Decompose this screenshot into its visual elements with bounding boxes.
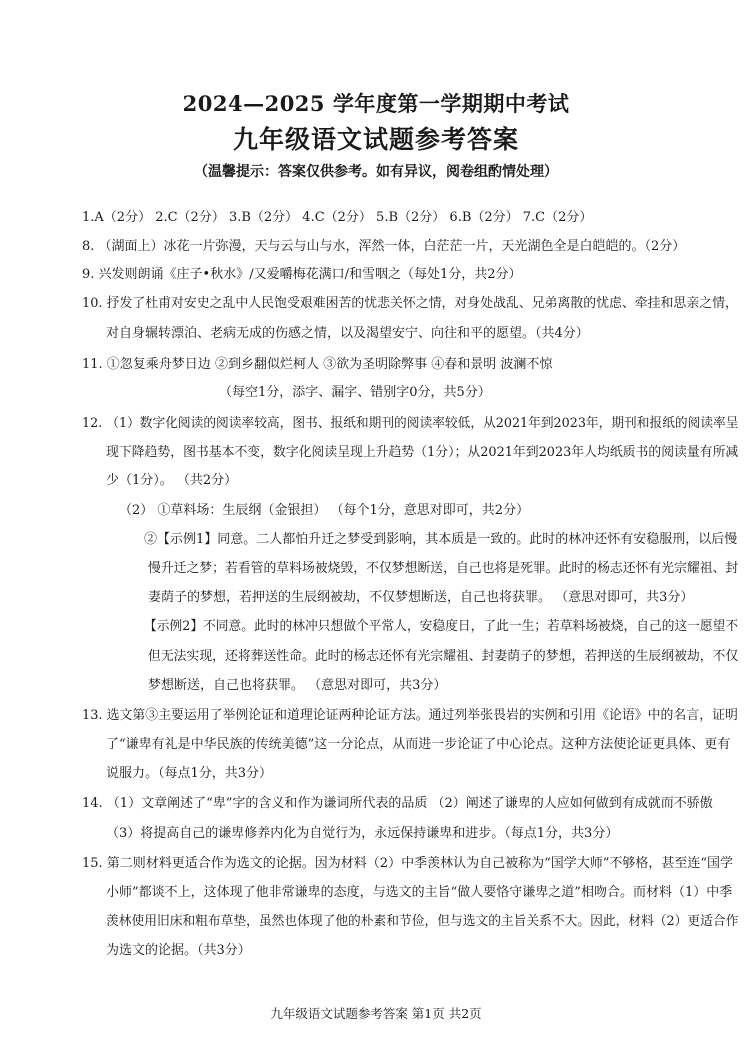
answer-10-line1: 10. 抒发了杜甫对安史之乱中人民饱受艰难困苦的忧悲关怀之情，对身处战乱、兄弟离散的忧虑、牵挂和思亲之情， <box>82 296 738 311</box>
answer-12-2-example2-line3: 梦想断送，自己也将获罪。 （意思对即可，共3分） <box>148 678 447 693</box>
answer-13-line2: 了“谦卑有礼是中华民族的传统美德”这一分论点，从而进一步论证了中心论点。这种方法使论证更具体、更有 <box>106 737 731 752</box>
answer-12-2-example1-line3: 妻荫子的梦想，若押送的生辰纲被劫，不仅梦想断送，自己也将获罪。 （意思对即可，共3分） <box>148 590 694 605</box>
answer-12-2-part1: （2） ①草料场：生辰纲（金银担） （每个1分，意思对即可，共2分） <box>119 503 530 518</box>
answer-13-line3: 说服力。（每点1分，共3分） <box>106 766 273 781</box>
answer-14-line1: 14. （1）文章阐述了“卑”字的含义和作为谦词所代表的品质 （2）阐述了谦卑的人应如何做到有成就而不骄傲 <box>82 796 713 811</box>
answer-15-line3: 羡林使用旧床和粗布草垫，虽然也体现了他的朴素和节俭，但与选文的主旨关系不大。因此，材料（2）更适合作 <box>106 914 739 929</box>
answer-8: 8. （湖面上）冰花一片弥漫，天与云与山与水，浑然一体，白茫茫一片，天光湖色全是白皑皑的。（2分） <box>82 239 686 254</box>
exam-title: 2024—2025 学年度第一学期期中考试 <box>182 91 570 116</box>
page-footer: 九年级语文试题参考答案 第1页 共2页 <box>270 1006 482 1021</box>
answer-12-1-line3: 少（1分）。 （共2分） <box>106 473 238 488</box>
reminder-note: （温馨提示：答案仅供参考。如有异议，阅卷组酌情处理） <box>194 164 558 180</box>
answer-15-line1: 15. 第二则材料更适合作为选文的论据。因为材料（2）中季羡林认为自己被称为“国学大师”不够格，甚至连“国学 <box>82 856 734 871</box>
answer-12-1-line2: 现下降趋势，图书基本不变，数字化阅读呈现上升趋势（1分）；从2021年到2023年人均纸质书的阅读量有所减 <box>106 445 739 460</box>
answer-14-line2: （3）将提高自己的谦卑修养内化为自觉行为，永远保持谦卑和进步。（每点1分，共3分） <box>106 826 619 841</box>
answer-13-line1: 13. 选文第③主要运用了举例论证和道理论证两种论证方法。通过列举张畏岩的实例和引用《论语》中的名言，证明 <box>82 708 738 723</box>
answer-12-2-example2-line2: 但无法实现，还将葬送性命。此时的杨志还怀有光宗耀祖、封妻荫子的梦想，若押送的生辰纲被劫，不仅 <box>148 649 739 664</box>
answer-12-2-example1-line2: 慢升迁之梦；若看管的草料场被烧毁，不仅梦想断送，自己也将是死罪。此时的杨志还怀有光宗耀祖、封 <box>148 561 739 576</box>
answer-12-2-example1-line1: ②【示例1】同意。二人都怕升迁之梦受到影响，其本质是一致的。此时的林冲还怀有安稳服刑，以后慢 <box>144 532 738 547</box>
answer-9: 9. 兴发则朗诵《庄子•秋水》/又爱嚼梅花满口/和雪咽之（每处1分，共2分） <box>82 267 522 282</box>
answer-12-2-example2-line1: 【示例2】不同意。此时的林冲只想做个平常人，安稳度日，了此一生；若草料场被烧，自己的这一愿望不 <box>144 619 739 634</box>
answer-12-1-line1: 12. （1）数字化阅读的阅读率较高，图书、报纸和期刊的阅读率较低，从2021年到2023年，期刊和报纸的阅读率呈 <box>82 416 739 431</box>
answer-11-scoring: （每空1分，添字、漏字、错别字0分，共5分） <box>219 385 491 400</box>
answer-11: 11. ①忽复乘舟梦日边 ②到乡翻似烂柯人 ③欲为圣明除弊事 ④春和景明 波澜不惊 <box>82 357 553 372</box>
answer-10-line2: 对自身辗转漂泊、老病无成的伤感之情，以及渴望安宁、向往和平的愿望。（共4分） <box>106 326 589 341</box>
answer-15-line4: 为选文的论据。（共3分） <box>106 943 251 958</box>
answer-key-title: 九年级语文试题参考答案 <box>232 125 519 154</box>
answer-15-line2: 小师”都谈不上，这体现了他非常谦卑的态度，与选文的主旨“做人要恪守谦卑之道”相吻合。而材料（1）中季 <box>106 885 733 900</box>
answers-1-7: 1.A（2分） 2.C（2分） 3.B（2分） 4.C（2分） 5.B（2分） 6.B（2分） 7.C（2分） <box>82 210 593 225</box>
